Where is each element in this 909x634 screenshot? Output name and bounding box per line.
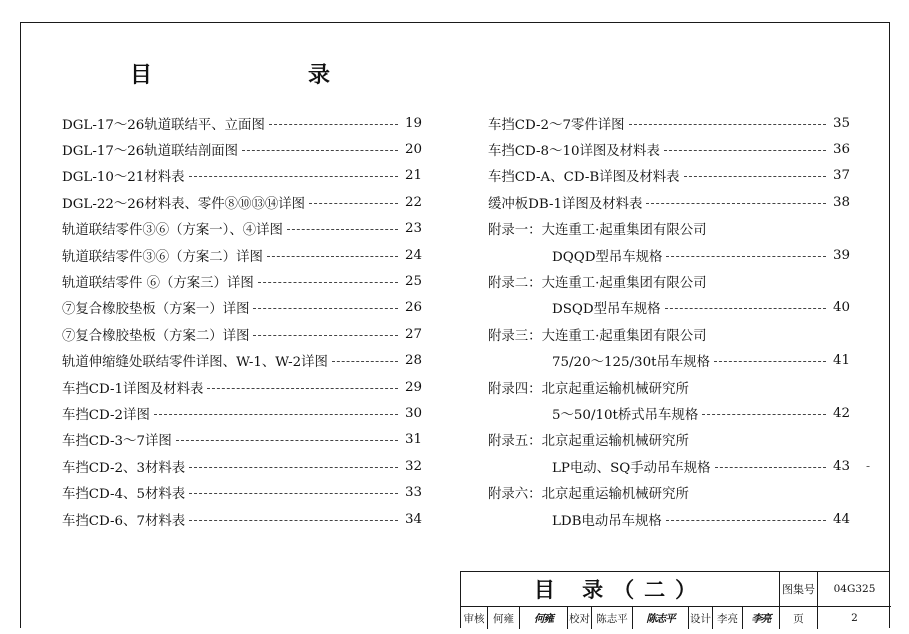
dot-leader xyxy=(253,335,398,336)
toc-entry xyxy=(62,295,422,321)
toc-entry-page: 37 xyxy=(832,168,850,184)
toc-entry xyxy=(488,427,850,453)
dot-leader xyxy=(189,493,398,494)
dot-leader xyxy=(207,388,398,389)
toc-entry-page: 27 xyxy=(404,326,422,342)
toc-entry-title: ⑦复合橡胶垫板（方案一）详图 xyxy=(62,302,250,318)
toc-entry-title: DQQD型吊车规格 xyxy=(552,249,663,265)
toc-entry-title: 5～50/10t桥式吊车规格 xyxy=(552,407,699,423)
dot-leader xyxy=(664,150,826,151)
toc-entry-page: 41 xyxy=(832,353,850,369)
toc-entry-title: 车挡CD-2～7零件详图 xyxy=(488,117,625,133)
dot-leader xyxy=(666,256,826,257)
toc-entry xyxy=(62,189,422,215)
dot-leader xyxy=(189,467,398,468)
toc-entry-title: 车挡CD-4、5材料表 xyxy=(62,487,186,503)
dot-leader xyxy=(666,520,826,521)
toc-entry-page: 22 xyxy=(404,194,422,210)
toc-entry xyxy=(62,321,422,347)
toc-entry xyxy=(488,400,850,426)
page-label: 页 xyxy=(780,607,818,629)
appendix-prefix: 附录五： xyxy=(488,434,542,450)
page-heading-part2: 录 xyxy=(308,62,331,88)
toc-entry-page: 34 xyxy=(404,511,422,527)
dot-leader xyxy=(253,308,398,309)
page-heading-part1: 目 xyxy=(130,62,153,88)
toc-entry xyxy=(488,453,870,479)
toc-entry-page: 33 xyxy=(404,485,422,501)
atlas-number-value: 04G325 xyxy=(818,572,891,607)
toc-entry-title: 车挡CD-2详图 xyxy=(62,407,150,423)
toc-entry xyxy=(488,321,850,347)
toc-entry xyxy=(62,110,422,136)
toc-entry-page: 25 xyxy=(404,274,422,290)
toc-entry-page: 35 xyxy=(832,115,850,131)
toc-entry-title: 轨道联结零件 ⑥（方案三）详图 xyxy=(62,276,254,292)
reviewer-signature: 何雍 xyxy=(520,607,568,629)
dot-leader xyxy=(154,414,398,415)
toc-entry-title: 大连重工·起重集团有限公司 xyxy=(541,276,707,292)
page-number: 2 xyxy=(851,612,858,624)
toc-entry-title: DGL-17～26轨道联结平、立面图 xyxy=(62,117,265,133)
toc-entry-title: 车挡CD-1详图及材料表 xyxy=(62,381,204,397)
toc-entry-title: DGL-17～26轨道联结剖面图 xyxy=(62,144,239,160)
appendix-prefix: 附录六： xyxy=(488,487,542,503)
toc-entry-title: 北京起重运输机械研究所 xyxy=(541,434,689,450)
appendix-prefix: 附录三： xyxy=(488,328,542,344)
toc-entry-page: 40 xyxy=(832,300,850,316)
dot-leader xyxy=(258,282,398,283)
toc-left-column xyxy=(62,110,422,532)
dot-leader xyxy=(189,520,398,521)
toc-entry-page: 20 xyxy=(404,142,422,158)
toc-entry-title: 车挡CD-3～7详图 xyxy=(62,434,172,450)
dot-leader xyxy=(629,124,826,125)
reviewer-name: 何雍 xyxy=(488,607,520,629)
toc-entry-page: 32 xyxy=(404,458,422,474)
toc-entry-page: 29 xyxy=(404,379,422,395)
toc-entry-title: 车挡CD-2、3材料表 xyxy=(62,460,186,476)
toc-entry xyxy=(62,216,422,242)
toc-entry-title: DGL-10～21材料表 xyxy=(62,170,185,186)
toc-entry-page: 28 xyxy=(404,353,422,369)
toc-entry-title: DGL-22～26材料表、零件⑧⑩⑬⑭详图 xyxy=(62,196,306,212)
toc-entry xyxy=(488,479,850,505)
toc-entry-title: 缓冲板DB-1详图及材料表 xyxy=(488,196,643,212)
dot-leader xyxy=(714,361,826,362)
toc-entry xyxy=(62,268,422,294)
toc-entry-page: 44 xyxy=(832,511,850,527)
checker-name: 陈志平 xyxy=(592,607,633,629)
dot-leader xyxy=(189,176,399,177)
dot-leader xyxy=(665,308,826,309)
dot-leader xyxy=(309,203,398,204)
toc-entry-title: 北京起重运输机械研究所 xyxy=(541,381,689,397)
toc-entry-page: 21 xyxy=(404,168,422,184)
toc-entry xyxy=(488,136,850,162)
toc-entry-page: 42 xyxy=(832,405,850,421)
toc-entry xyxy=(62,453,422,479)
toc-entry xyxy=(62,242,422,268)
dot-leader xyxy=(332,361,398,362)
toc-entry xyxy=(488,216,850,242)
toc-entry-title: LDB电动吊车规格 xyxy=(552,513,662,529)
dot-leader xyxy=(684,176,826,177)
toc-entry-title: 车挡CD-8～10详图及材料表 xyxy=(488,144,660,160)
toc-entry-page: 26 xyxy=(404,300,422,316)
toc-entry xyxy=(62,374,422,400)
toc-entry-title: ⑦复合橡胶垫板（方案二）详图 xyxy=(62,328,250,344)
toc-entry xyxy=(488,110,850,136)
toc-entry xyxy=(488,295,850,321)
appendix-prefix: 附录一： xyxy=(488,223,542,239)
toc-entry xyxy=(488,506,850,532)
toc-entry xyxy=(488,268,850,294)
toc-entry-page: 31 xyxy=(404,432,422,448)
toc-entry xyxy=(488,374,850,400)
toc-entry-title: 车挡CD-6、7材料表 xyxy=(62,513,186,529)
toc-entry-title: LP电动、SQ手动吊车规格 xyxy=(552,460,711,476)
toc-entry-title: 北京起重运输机械研究所 xyxy=(541,487,689,503)
toc-entry-page: 39 xyxy=(832,247,850,263)
toc-entry xyxy=(62,506,422,532)
toc-entry-title: 75/20～125/30t吊车规格 xyxy=(552,355,711,371)
toc-entry xyxy=(488,348,850,374)
toc-entry xyxy=(62,400,422,426)
designer-name: 李亮 xyxy=(713,607,743,629)
toc-entry-title: 车挡CD-A、CD-B详图及材料表 xyxy=(488,170,680,186)
toc-entry-title: DSQD型吊车规格 xyxy=(552,302,661,318)
dot-leader xyxy=(715,467,826,468)
checker-signature: 陈志平 xyxy=(633,607,689,629)
dot-leader xyxy=(269,124,398,125)
toc-entry xyxy=(488,189,850,215)
design-label: 设计 xyxy=(689,607,713,629)
toc-entry-page: 36 xyxy=(832,142,850,158)
dot-leader xyxy=(242,150,398,151)
toc-entry-title: 大连重工·起重集团有限公司 xyxy=(541,223,707,239)
margin-mark: - xyxy=(865,459,870,474)
dot-leader xyxy=(267,256,398,257)
toc-entry-page: 19 xyxy=(404,115,422,131)
toc-entry xyxy=(488,242,850,268)
toc-right-column xyxy=(488,110,870,532)
toc-entry-page: 43 xyxy=(832,458,850,474)
toc-entry-title: 轨道伸缩缝处联结零件详图、W-1、W-2详图 xyxy=(62,355,328,371)
toc-entry xyxy=(62,136,422,162)
dot-leader xyxy=(176,440,398,441)
check-label: 校对 xyxy=(568,607,592,629)
toc-entry xyxy=(62,479,422,505)
signature-row xyxy=(461,607,891,629)
toc-entry-title: 大连重工·起重集团有限公司 xyxy=(541,328,707,344)
toc-entry-title: 轨道联结零件③⑥（方案一）、④详图 xyxy=(62,223,283,239)
toc-entry xyxy=(62,348,422,374)
dot-leader xyxy=(287,229,398,230)
toc-entry-page: 30 xyxy=(404,405,422,421)
toc-entry-page: 38 xyxy=(832,194,850,210)
title-block-title: 目 录（二） xyxy=(461,572,780,607)
toc-entry xyxy=(62,427,422,453)
review-label: 审核 xyxy=(461,607,488,629)
title-block xyxy=(460,571,890,628)
toc-entry xyxy=(62,163,422,189)
atlas-number-label: 图集号 xyxy=(780,572,818,607)
designer-signature: 李亮 xyxy=(743,607,780,629)
toc-entry-page: 23 xyxy=(404,221,422,237)
toc-entry-title: 轨道联结零件③⑥（方案二）详图 xyxy=(62,249,263,265)
appendix-prefix: 附录二： xyxy=(488,276,542,292)
toc-entry-page: 24 xyxy=(404,247,422,263)
appendix-prefix: 附录四： xyxy=(488,381,542,397)
toc-entry xyxy=(488,163,850,189)
dot-leader xyxy=(702,414,826,415)
dot-leader xyxy=(646,203,826,204)
